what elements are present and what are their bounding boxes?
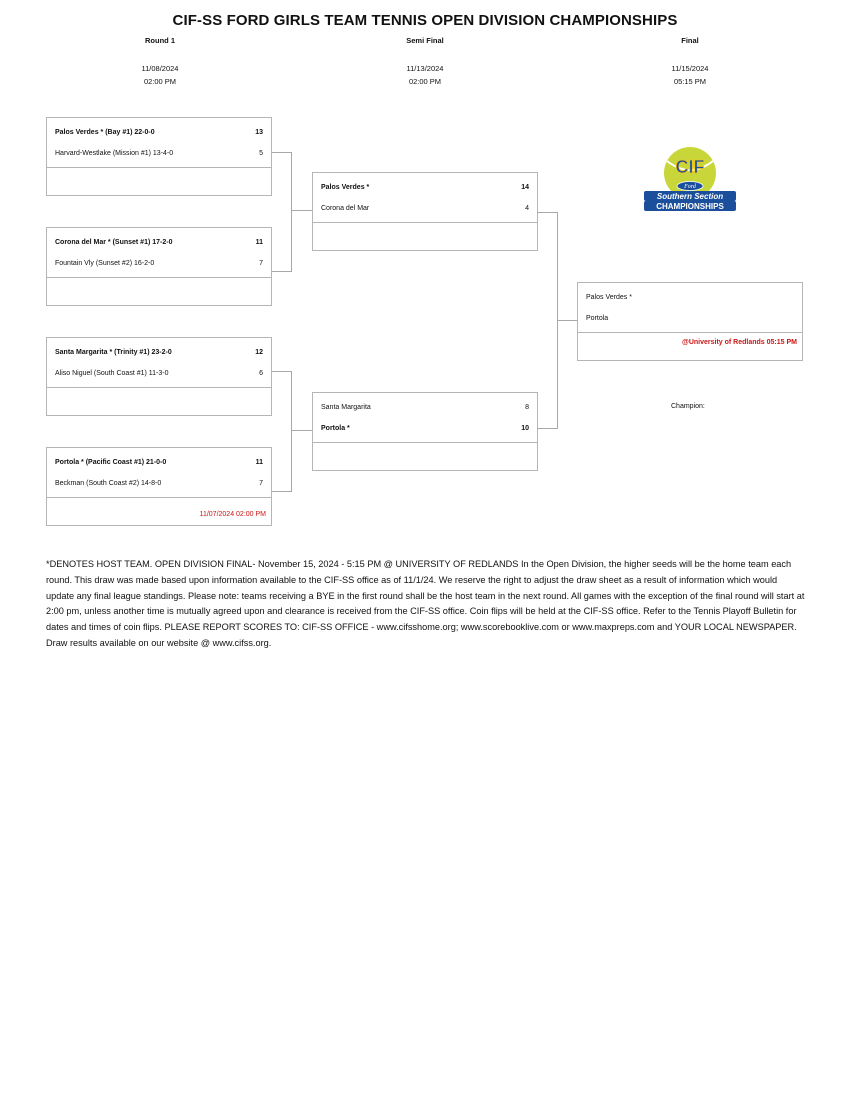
bracket-line bbox=[291, 210, 312, 211]
team-name: Portola * (Pacific Coast #1) 21-0-0 bbox=[55, 459, 167, 466]
team-score: 14 bbox=[521, 184, 529, 191]
champion-label: Champion: bbox=[671, 403, 705, 410]
round1-time: 02:00 PM bbox=[143, 77, 177, 86]
logo-brand-text: Ford bbox=[684, 184, 696, 191]
final-time: 05:15 PM bbox=[673, 77, 707, 86]
team-name: Santa Margarita * (Trinity #1) 23-2-0 bbox=[55, 349, 172, 356]
match-date-note: 11/07/2024 02:00 PM bbox=[199, 511, 266, 518]
match-divider bbox=[47, 387, 271, 388]
match-divider bbox=[313, 222, 537, 223]
round1-match-2 bbox=[46, 227, 272, 306]
round1-header: Round 1 bbox=[145, 36, 175, 45]
match-team-2 bbox=[55, 150, 263, 162]
bracket-line bbox=[272, 371, 291, 372]
final-date: 11/15/2024 bbox=[671, 64, 709, 73]
team-score: 13 bbox=[255, 129, 263, 136]
match-team-2 bbox=[321, 425, 529, 437]
team-name: Palos Verdes * bbox=[586, 294, 632, 301]
team-score: 10 bbox=[521, 425, 529, 432]
match-divider bbox=[47, 497, 271, 498]
page-title: CIF-SS FORD GIRLS TEAM TENNIS OPEN DIVISION CHAMPIONSHIPS bbox=[172, 12, 678, 29]
bracket-line bbox=[537, 428, 557, 429]
match-divider bbox=[47, 167, 271, 168]
bracket-line bbox=[272, 491, 291, 492]
team-name: Portola bbox=[586, 315, 609, 322]
team-score: 7 bbox=[259, 480, 263, 487]
semifinal-header: Semi Final bbox=[406, 36, 444, 45]
match-team-2 bbox=[321, 205, 529, 217]
team-name: Fountain Vly (Sunset #2) 16-2-0 bbox=[55, 260, 155, 267]
team-score: 8 bbox=[525, 404, 529, 411]
match-team-1 bbox=[586, 294, 794, 306]
match-team-1 bbox=[321, 184, 529, 196]
footnote: *DENOTES HOST TEAM. OPEN DIVISION FINAL- November 15, 2024 - 5:15 PM @ UNIVERSITY OF REDLANDS In the Open Division, the higher seeds will be the home team each round. This draw was made based upon information available to the CIF-SS office as of 11/1/24. We reserve the right to adjust the draw sheet as a result of information which would update any final league standings. Please note: teams receiving a BYE in the first round shall be the host team in the next round. All games with the exception of the final round will start at 2:00 pm, unless another time is mutually agreed upon and clearance is received from the CIF-SS office. Coin flips will be held at the CIF-SS office. Refer to the Tennis Playoff Bulletin for dates and times of coin flips. PLEASE REPORT SCORES TO: CIF-SS OFFICE - www.cifsshome.org; www.scorebooklive.com or www.maxpreps.com and YOUR LOCAL NEWSPAPER. Draw results available on our website @ www.cifss.org. bbox=[46, 559, 805, 648]
semifinal-time: 02:00 PM bbox=[408, 77, 442, 86]
team-score: 12 bbox=[255, 349, 263, 356]
round1-match-4 bbox=[46, 447, 272, 526]
team-score: 4 bbox=[525, 205, 529, 212]
bracket-line bbox=[272, 271, 291, 272]
round1-date: 11/08/2024 bbox=[141, 64, 179, 73]
team-name: Portola * bbox=[321, 425, 350, 432]
team-name: Corona del Mar * (Sunset #1) 17-2-0 bbox=[55, 239, 173, 246]
bracket-line bbox=[291, 152, 292, 272]
round1-match-1 bbox=[46, 117, 272, 196]
match-divider bbox=[47, 277, 271, 278]
match-team-1 bbox=[55, 459, 263, 471]
bracket-line bbox=[557, 320, 577, 321]
logo-cif-text: CIF bbox=[675, 157, 705, 177]
team-name: Harvard-Westlake (Mission #1) 13-4-0 bbox=[55, 150, 174, 157]
match-divider bbox=[578, 332, 802, 333]
team-score: 11 bbox=[255, 239, 263, 246]
logo-championships-text: CHAMPIONSHIPS bbox=[656, 202, 724, 211]
team-name: Palos Verdes * (Bay #1) 22-0-0 bbox=[55, 129, 155, 136]
final-header: Final bbox=[681, 36, 699, 45]
match-team-1 bbox=[55, 239, 263, 251]
bracket-line bbox=[291, 371, 292, 492]
team-score: 5 bbox=[259, 150, 263, 157]
match-team-2 bbox=[586, 315, 794, 327]
match-team-2 bbox=[55, 370, 263, 382]
semifinal-date: 11/13/2024 bbox=[406, 64, 444, 73]
team-name: Corona del Mar bbox=[321, 205, 370, 212]
match-team-2 bbox=[55, 480, 263, 492]
team-score: 7 bbox=[259, 260, 263, 267]
logo-section-text: Southern Section bbox=[656, 192, 724, 201]
final-match bbox=[577, 282, 803, 361]
match-divider bbox=[313, 442, 537, 443]
team-score: 11 bbox=[255, 459, 263, 466]
bracket-line bbox=[537, 212, 557, 213]
cif-championships-logo bbox=[640, 145, 740, 215]
semifinal-match-1 bbox=[312, 172, 538, 251]
round1-match-3 bbox=[46, 337, 272, 416]
team-score: 6 bbox=[259, 370, 263, 377]
match-team-1 bbox=[321, 404, 529, 416]
team-name: Beckman (South Coast #2) 14-8-0 bbox=[55, 480, 162, 487]
final-location: @University of Redlands 05:15 PM bbox=[682, 339, 797, 346]
team-name: Palos Verdes * bbox=[321, 184, 370, 191]
match-team-2 bbox=[55, 260, 263, 272]
semifinal-match-2 bbox=[312, 392, 538, 471]
match-team-1 bbox=[55, 349, 263, 361]
bracket-line bbox=[291, 430, 312, 431]
bracket-line bbox=[272, 152, 291, 153]
team-name: Santa Margarita bbox=[321, 404, 371, 411]
match-team-1 bbox=[55, 129, 263, 141]
team-name: Aliso Niguel (South Coast #1) 11-3-0 bbox=[55, 370, 169, 377]
